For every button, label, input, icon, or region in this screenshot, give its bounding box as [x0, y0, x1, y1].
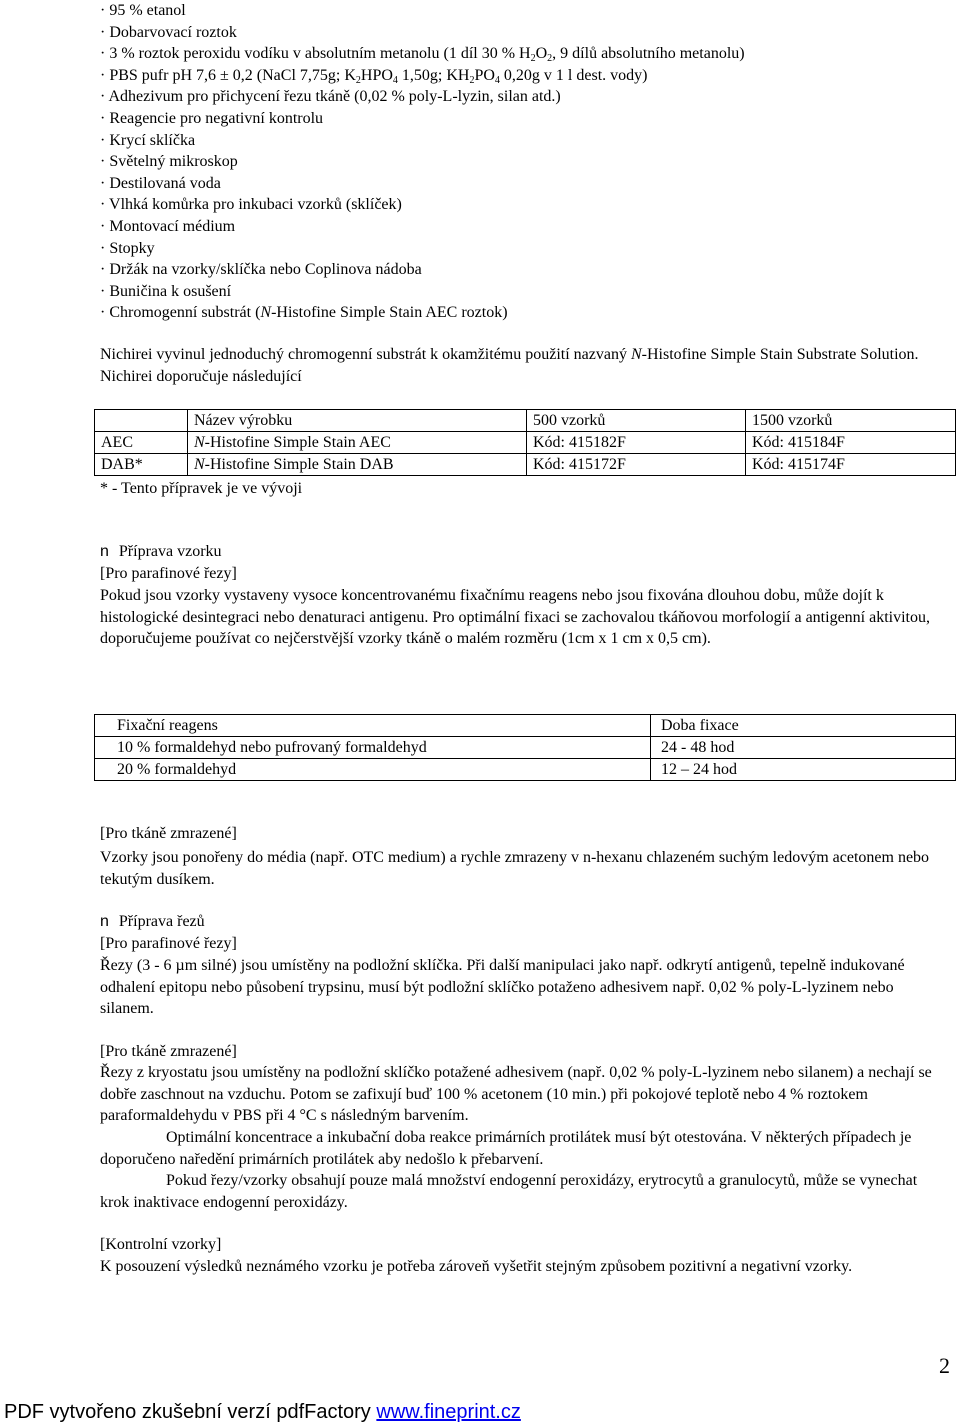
- list-item: · Světelný mikroskop: [100, 153, 238, 171]
- product-name: -Histofine Simple Stain DAB: [204, 456, 394, 473]
- list-item: · Destilovaná voda: [100, 174, 221, 192]
- list-item: · Reagencie pro negativní kontrolu: [100, 109, 324, 127]
- section-title: Příprava řezů: [118, 913, 205, 930]
- paragraph: Pokud jsou vzorky vystaveny vysoce koncentrovanému fixačnímu reagens nebo jsou fixována dlouhou dobu, může dojít k histologické desintegraci nebo denaturaci antigenu. Pro optimální fixaci se zachovalou tkáňovou morfologií a antigenní aktivitou, doporučujeme používat co nejčerstvější vzorky tkáně o malém rozměru (1cm x 1 cm x 0,5 cm).: [100, 587, 930, 648]
- table-cell: 500 vzorků: [527, 410, 746, 432]
- intro-text: -Histofine Simple Stain Substrate Solution. Nichirei doporučuje následující: [100, 346, 919, 385]
- table-cell: [188, 454, 527, 476]
- fixation-table: [94, 714, 956, 781]
- list-item: · Montovací médium: [100, 217, 236, 235]
- subheading: [Pro parafinové řezy]: [100, 565, 237, 582]
- list-item: · Adhezivum pro přichycení řezu tkáně (0,02 % poly-L-lyzin, silan atd.): [100, 88, 561, 106]
- list-item-text: PO: [474, 66, 495, 84]
- table-row: [95, 432, 956, 454]
- subheading: [Pro parafinové řezy]: [100, 935, 237, 952]
- subheading: [Pro tkáně zmrazené]: [100, 825, 237, 842]
- product-name: -Histofine Simple Stain AEC: [204, 434, 391, 451]
- italic-n: N: [630, 346, 642, 363]
- table-row: [95, 759, 956, 781]
- footer-link[interactable]: www.fineprint.cz: [376, 1401, 521, 1423]
- section-heading-section-prep: [100, 911, 205, 933]
- section-heading-sample-prep: [100, 541, 222, 563]
- subheading: [Kontrolní vzorky]: [100, 1236, 222, 1253]
- table-cell: Kód: 415174F: [746, 454, 956, 476]
- section-marker-icon: n: [100, 543, 109, 560]
- subscript: 4: [392, 74, 398, 86]
- list-item-text: · PBS pufr pH 7,6 ± 0,2 (NaCl 7,75g; K: [100, 66, 356, 84]
- subheading: [Pro tkáně zmrazené]: [100, 1043, 237, 1060]
- list-item: · Buničina k osušení: [100, 282, 232, 300]
- subscript: 2: [530, 53, 536, 65]
- table-row: [95, 737, 956, 759]
- section-title: Příprava vzorku: [118, 543, 222, 560]
- table-cell: 24 - 48 hod: [651, 737, 956, 759]
- table-cell: Doba fixace: [651, 715, 956, 737]
- paragraph: Řezy z kryostatu jsou umístěny na podložní sklíčko potažené adhesivem (např. 0,02 % poly-L-lyzinem nebo silanem) a nechají se dobře zaschnout na vzduchu. Potom se zafixují buď 100 % acetonem (10 min.) při pokojové teplotě nebo 4 % roztokem paraformaldehydu v PBS při 4 °C s následným barvením.: [100, 1064, 932, 1125]
- list-item-text: 0,20g v 1 l dest. vody): [499, 66, 648, 84]
- list-item: · Vlhká komůrka pro inkubaci vzorků (sklíček): [100, 196, 402, 214]
- table-header-row: [95, 715, 956, 737]
- subscript: 4: [494, 74, 500, 86]
- table-cell: 1500 vzorků: [746, 410, 956, 432]
- subscript: 2: [547, 53, 553, 65]
- list-item-text: O: [535, 45, 548, 63]
- paragraph: Pokud řezy/vzorky obsahují pouze malá množství endogenní peroxidázy, erytrocytů a granulocytů, může se vynechat krok inaktivace endogenní peroxidázy.: [100, 1172, 918, 1211]
- list-item-text: 1,50g; KH: [397, 66, 470, 84]
- italic-n: N: [194, 434, 205, 451]
- italic-n: N: [260, 304, 272, 322]
- table-cell: [188, 432, 527, 454]
- materials-list: [100, 0, 745, 324]
- intro-text: Nichirei vyvinul jednoduchý chromogenní substrát k okamžitému použití nazvaný: [100, 346, 631, 363]
- list-item: · Dobarvovací roztok: [100, 23, 237, 41]
- list-item: · Držák na vzorky/sklíčka nebo Coplinova nádoba: [100, 261, 422, 279]
- page-number: 2: [939, 1353, 950, 1378]
- table-cell: 20 % formaldehyd: [95, 759, 651, 781]
- list-item-text: HPO: [360, 66, 393, 84]
- table-cell: Kód: 415184F: [746, 432, 956, 454]
- footer: [4, 1402, 521, 1424]
- paragraph: Optimální koncentrace a inkubační doba reakce primárních protilátek musí být otestována. V některých případech je doporučeno naředění primárních protilátek aby nedošlo k přebarvení.: [100, 1129, 912, 1168]
- list-item-text: , 9 dílů absolutního metanolu): [552, 45, 745, 63]
- paragraph: Řezy (3 - 6 µm silné) jsou umístěny na podložní sklíčka. Při další manipulaci jako např. odkrytí antigenů, tepelně indukované odhalení epitopu nebo působení trypsinu, musí být podložní sklíčko potaženo adhesivem např. 0,02 % poly-L-lyzinem nebo silanem.: [100, 957, 905, 1018]
- italic-n: N: [194, 456, 205, 473]
- table-cell: Fixační reagens: [95, 715, 651, 737]
- product-table: [94, 409, 956, 476]
- paragraph: K posouzení výsledků neznámého vzorku je potřeba zároveň vyšetřit stejným způsobem pozitivní a negativní vzorky.: [100, 1258, 853, 1275]
- section-marker-icon: n: [100, 913, 109, 930]
- list-item: [100, 302, 745, 324]
- table-header-row: [95, 410, 956, 432]
- subscript: 2: [469, 74, 475, 86]
- table-cell: 10 % formaldehyd nebo pufrovaný formaldehyd: [95, 737, 651, 759]
- table-note: * - Tento přípravek je ve vývoji: [100, 480, 303, 497]
- list-item: [100, 43, 745, 65]
- list-item: · Krycí sklíčka: [100, 131, 196, 149]
- table-cell: 12 – 24 hod: [651, 759, 956, 781]
- list-item: · 95 % etanol: [100, 2, 186, 19]
- list-item: [100, 65, 745, 87]
- paragraph: Vzorky jsou ponořeny do média (např. OTC medium) a rychle zmrazeny v n-hexanu chlazeném suchým ledovým acetonem nebo tekutým dusíkem.: [100, 849, 930, 888]
- list-item-text: · Chromogenní substrát (: [100, 304, 261, 322]
- table-row: [95, 454, 956, 476]
- list-item-text: -Histofine Simple Stain AEC roztok): [271, 304, 508, 322]
- table-cell: Název výrobku: [188, 410, 527, 432]
- table-cell: DAB*: [95, 454, 188, 476]
- table-cell: AEC: [95, 432, 188, 454]
- table-cell: [95, 410, 188, 432]
- table-cell: Kód: 415182F: [527, 432, 746, 454]
- intro-paragraph: [100, 344, 930, 387]
- list-item-text: · 3 % roztok peroxidu vodíku v absolutním metanolu (1 díl 30 % H: [100, 45, 531, 63]
- list-item: · Stopky: [100, 239, 155, 257]
- table-cell: Kód: 415172F: [527, 454, 746, 476]
- footer-text: PDF vytvořeno zkušební verzí pdfFactory: [4, 1401, 377, 1423]
- subscript: 2: [355, 74, 361, 86]
